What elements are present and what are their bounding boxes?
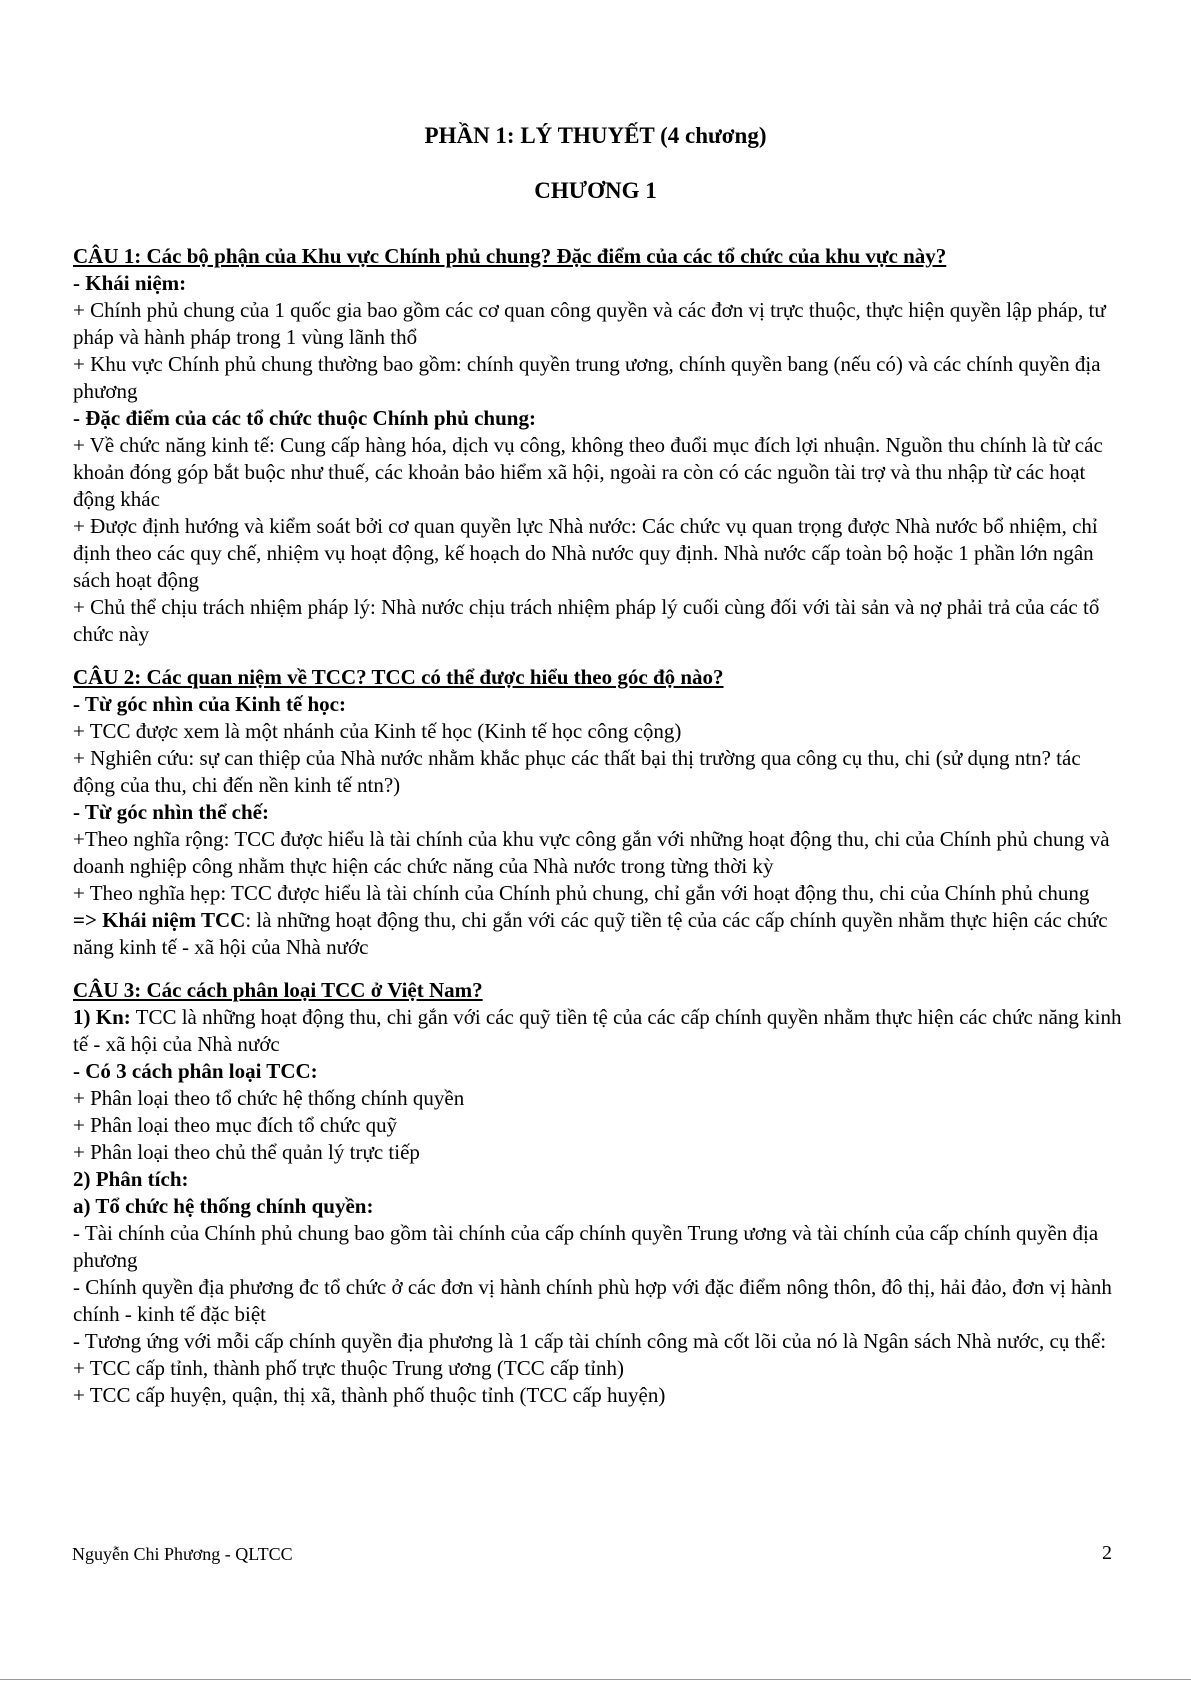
question-2 <box>73 664 1123 961</box>
footer-author: Nguyễn Chi Phương - QLTCC <box>72 1544 293 1564</box>
section-spacer <box>73 961 1123 977</box>
definition-text: TCC là những hoạt động thu, chi gắn với các quỹ tiền tệ của các cấp chính quyền nhằm thực hiện các chức năng kinh tế - xã hội của Nhà nước <box>73 1005 1122 1056</box>
definition <box>73 1004 1123 1058</box>
analysis-heading: 2) Phân tích: <box>73 1167 189 1191</box>
paragraph: - Chính quyền địa phương đc tổ chức ở các đơn vị hành chính phù hợp với đặc điểm nông thôn, đô thị, hải đảo, đơn vị hành chính - kinh tế đặc biệt <box>73 1275 1112 1326</box>
paragraph: + Được định hướng và kiểm soát bởi cơ quan quyền lực Nhà nước: Các chức vụ quan trọng được Nhà nước bổ nhiệm, chỉ định theo các quy chế, nhiệm vụ hoạt động, kế hoạch do Nhà nước quy định. Nhà nước cấp toàn bộ hoặc 1 phần lớn ngân sách hoạt động <box>73 514 1098 592</box>
paragraph: + Nghiên cứu: sự can thiệp của Nhà nước nhằm khắc phục các thất bại thị trường qua công cụ thu, chi (sử dụng ntn? tác động của thu, chi đến nền kinh tế ntn?) <box>73 746 1081 797</box>
paragraph: - Tương ứng với mỗi cấp chính quyền địa phương là 1 cấp tài chính công mà cốt lõi của nó là Ngân sách Nhà nước, cụ thể: <box>73 1329 1107 1353</box>
institution-heading: - Từ góc nhìn thể chế: <box>73 800 269 824</box>
concept-definition <box>73 907 1123 961</box>
question-3-title: CÂU 3: Các cách phân loại TCC ở Việt Nam? <box>73 978 483 1002</box>
question-1-title: CÂU 1: Các bộ phận của Khu vực Chính phủ chung? Đặc điểm của các tổ chức của khu vực này? <box>73 244 947 268</box>
question-1 <box>73 243 1123 648</box>
question-2-title: CÂU 2: Các quan niệm về TCC? TCC có thể được hiểu theo góc độ nào? <box>73 665 724 689</box>
question-3 <box>73 977 1123 1409</box>
subsection-a-heading: a) Tổ chức hệ thống chính quyền: <box>73 1194 374 1218</box>
concept-text: : là những hoạt động thu, chi gắn với các quỹ tiền tệ của các cấp chính quyền nhằm thực hiện các chức năng kinh tế - xã hội của Nhà nước <box>73 908 1108 959</box>
paragraph: + Về chức năng kinh tế: Cung cấp hàng hóa, dịch vụ công, không theo đuổi mục đích lợi nhuận. Nguồn thu chính là từ các khoản đóng góp bắt buộc như thuế, các khoản bảo hiểm xã hội, ngoài ra còn có các nguồn tài trợ và thu nhập từ các hoạt động khác <box>73 433 1103 511</box>
paragraph: + Theo nghĩa hẹp: TCC được hiểu là tài chính của Chính phủ chung, chỉ gắn với hoạt động thu, chi của Chính phủ chung <box>73 881 1090 905</box>
economics-heading: - Từ góc nhìn của Kinh tế học: <box>73 692 346 716</box>
definition-label: 1) Kn: <box>73 1005 131 1029</box>
paragraph: + Chủ thể chịu trách nhiệm pháp lý: Nhà nước chịu trách nhiệm pháp lý cuối cùng đối với tài sản và nợ phải trả của các tổ chức này <box>73 595 1100 646</box>
list-item: + Phân loại theo mục đích tổ chức quỹ <box>73 1113 398 1137</box>
list-item: + Phân loại theo chủ thể quản lý trực tiếp <box>73 1140 420 1164</box>
paragraph: - Tài chính của Chính phủ chung bao gồm tài chính của cấp chính quyền Trung ương và tài chính của cấp chính quyền địa phương <box>73 1221 1099 1272</box>
concept-label: => Khái niệm TCC <box>73 908 246 932</box>
paragraph: + Khu vực Chính phủ chung thường bao gồm: chính quyền trung ương, chính quyền bang (nếu có) và các chính quyền địa phương <box>73 352 1101 403</box>
paragraph: + TCC được xem là một nhánh của Kinh tế học (Kinh tế học công cộng) <box>73 719 682 743</box>
chapter-title: CHƯƠNG 1 <box>534 178 657 203</box>
list-item: + TCC cấp tỉnh, thành phố trực thuộc Trung ương (TCC cấp tỉnh) <box>73 1356 625 1380</box>
paragraph: + Chính phủ chung của 1 quốc gia bao gồm các cơ quan công quyền và các đơn vị trực thuộc, thực hiện quyền lập pháp, tư pháp và hành pháp trong 1 vùng lãnh thổ <box>73 298 1106 349</box>
page-number: 2 <box>1102 1542 1112 1564</box>
section-spacer <box>73 648 1123 664</box>
document-body <box>73 243 1123 1409</box>
list-item: + Phân loại theo tổ chức hệ thống chính quyền <box>73 1086 465 1110</box>
paragraph: +Theo nghĩa rộng: TCC được hiểu là tài chính của khu vực công gắn với những hoạt động thu, chi của Chính phủ chung và doanh nghiệp công nhằm thực hiện các chức năng của Nhà nước trong từng thời kỳ <box>73 827 1110 878</box>
concept-heading: - Khái niệm: <box>73 271 187 295</box>
part-title: PHẦN 1: LÝ THUYẾT (4 chương) <box>424 123 767 148</box>
list-item: + TCC cấp huyện, quận, thị xã, thành phố thuộc tỉnh (TCC cấp huyện) <box>73 1383 666 1407</box>
page-bottom-divider <box>0 1679 1191 1680</box>
features-heading: - Đặc điểm của các tổ chức thuộc Chính phủ chung: <box>73 406 536 430</box>
types-heading: - Có 3 cách phân loại TCC: <box>73 1059 318 1083</box>
